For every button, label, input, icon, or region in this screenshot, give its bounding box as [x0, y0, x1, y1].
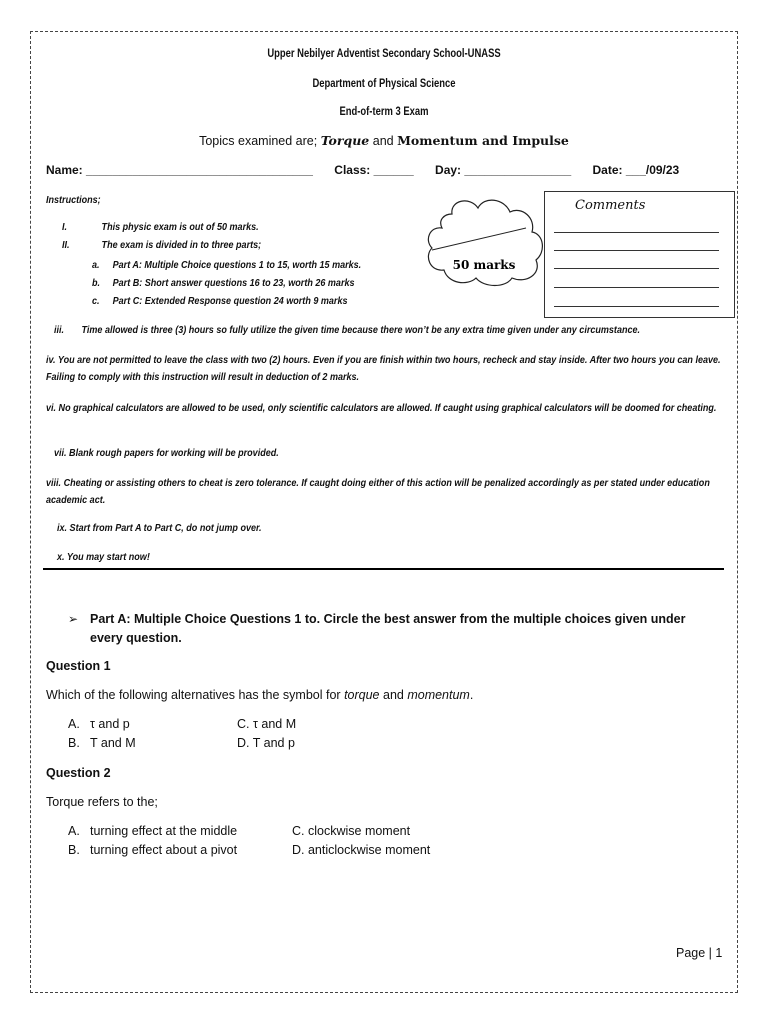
- part-b-letter: b.: [92, 277, 101, 289]
- marks-cloud-text: 50 marks: [452, 258, 516, 272]
- q1-option-b[interactable]: B. T and M: [68, 736, 136, 750]
- instruction-9: ix. Start from Part A to Part C, do not jump over.: [57, 522, 262, 534]
- instruction-3-num: iii.: [54, 324, 65, 336]
- comments-box[interactable]: [544, 191, 735, 318]
- comment-line[interactable]: [554, 306, 719, 307]
- q1-option-d[interactable]: D. T and p: [237, 736, 295, 750]
- part-c-letter: c.: [92, 295, 100, 307]
- instruction-1-text: This physic exam is out of 50 marks.: [101, 221, 259, 233]
- q2-option-c[interactable]: C. clockwise moment: [292, 824, 411, 838]
- part-b-text: Part B: Short answer questions 16 to 23, worth 26 marks: [112, 277, 355, 289]
- instruction-1-num: I.: [62, 221, 68, 233]
- question-1-text-b: and: [379, 688, 408, 702]
- topic-torque: Torque: [320, 133, 370, 148]
- part-b-info: [92, 277, 355, 289]
- part-a-heading: Part A: Multiple Choice Questions 1 to. Circle the best answer from the multiple choices given under every question.: [90, 612, 686, 645]
- name-field[interactable]: Name: __________________________________: [46, 163, 313, 177]
- exam-title: End-of-term 3 Exam: [339, 106, 429, 118]
- question-2-text: Torque refers to the;: [46, 795, 158, 809]
- comment-line[interactable]: [554, 250, 719, 251]
- marks-cloud-icon: [422, 188, 546, 292]
- instruction-2-num: II.: [62, 239, 70, 251]
- part-c-info: [92, 295, 347, 307]
- instruction-3: [54, 324, 640, 336]
- instruction-2-text: The exam is divided in to three parts;: [101, 239, 262, 251]
- date-field[interactable]: Date: ___/09/23: [592, 163, 680, 177]
- instruction-1: [62, 221, 259, 233]
- instruction-8: viii. Cheating or assisting others to cheat is zero tolerance. If caught doing either of this action will be penalized accordingly as per stated under education academic act.: [46, 477, 710, 506]
- q2-option-d[interactable]: D. anticlockwise moment: [292, 843, 431, 857]
- q2-option-b[interactable]: B. turning effect about a pivot: [68, 843, 238, 857]
- instruction-2: [62, 239, 261, 251]
- part-c-text: Part C: Extended Response question 24 worth 9 marks: [112, 295, 348, 307]
- q1-option-a[interactable]: A. τ and p: [68, 717, 130, 731]
- arrow-bullet-icon: ➢: [68, 612, 79, 626]
- comment-line[interactable]: [554, 232, 719, 233]
- comment-line[interactable]: [554, 268, 719, 269]
- question-1-text: [46, 688, 473, 702]
- topics-prefix: Topics examined are;: [199, 134, 321, 148]
- q1-option-c[interactable]: C. τ and M: [237, 717, 297, 731]
- question-1-title: Question 1: [46, 659, 111, 673]
- instruction-3-text: Time allowed is three (3) hours so fully utilize the given time because there won’t be any extra time given under any circumstance.: [81, 324, 641, 336]
- part-a-text: Part A: Multiple Choice questions 1 to 15, worth 15 marks.: [112, 259, 362, 271]
- school-name: Upper Nebilyer Adventist Secondary School-UNASS: [267, 48, 501, 60]
- department-name: Department of Physical Science: [312, 78, 456, 90]
- topic-momentum: Momentum and Impulse: [397, 133, 569, 148]
- class-field[interactable]: Class: ______: [334, 163, 414, 177]
- comments-title: Comments: [575, 198, 646, 213]
- instruction-4: iv. You are not permitted to leave the class with two (2) hours. Even if you are finish within two hours, recheck and stay inside. After two hours you can leave. Failing to comply with this instruction will result in deduction of 2 marks.: [46, 354, 721, 383]
- question-2-title: Question 2: [46, 766, 111, 780]
- part-a-info: [92, 259, 361, 271]
- instructions-title: Instructions;: [46, 194, 101, 206]
- instruction-6: vi. No graphical calculators are allowed to be used, only scientific calculators are allowed. If caught using graphical calculators will be doomed for cheating.: [46, 402, 717, 414]
- instructions-divider: [43, 568, 724, 570]
- instruction-10: x. You may start now!: [57, 551, 150, 563]
- question-1-em-momentum: momentum: [407, 688, 470, 702]
- student-fields: [46, 163, 697, 177]
- part-a-letter: a.: [92, 259, 100, 271]
- page-number: Page | 1: [676, 946, 723, 960]
- question-1-text-a: Which of the following alternatives has the symbol for: [46, 688, 345, 702]
- question-1-text-c: .: [469, 688, 474, 702]
- q2-option-a[interactable]: A. turning effect at the middle: [68, 824, 238, 838]
- day-field[interactable]: Day: ________________: [435, 163, 572, 177]
- comment-line[interactable]: [554, 287, 719, 288]
- topics-line: [0, 133, 768, 148]
- topics-and: and: [369, 134, 398, 148]
- instruction-7: vii. Blank rough papers for working will be provided.: [54, 447, 279, 459]
- question-1-em-torque: torque: [344, 688, 380, 702]
